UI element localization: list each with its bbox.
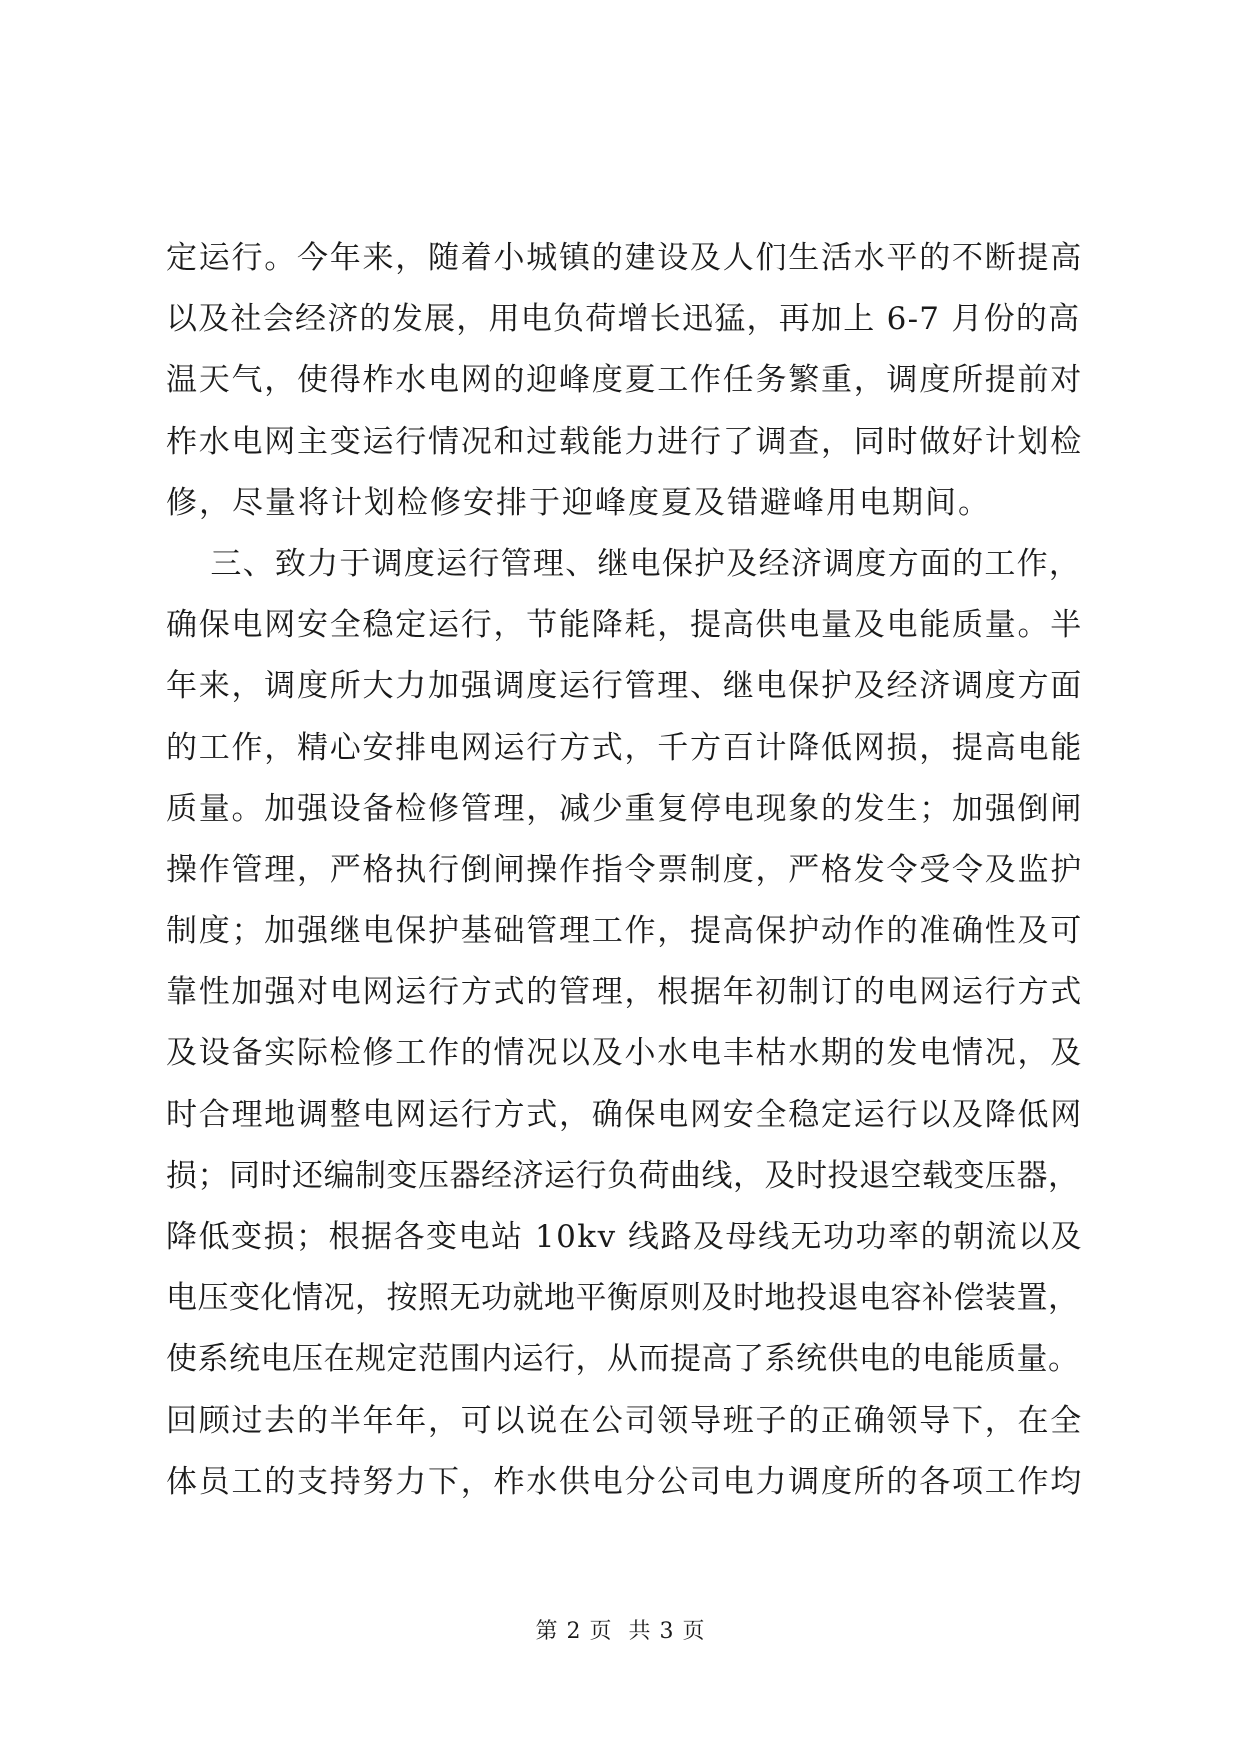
text-line: 年来，调度所大力加强调度运行管理、继电保护及经济调度方面 xyxy=(166,668,1083,705)
text-line: 回顾过去的半年年，可以说在公司领导班子的正确领导下，在全 xyxy=(166,1402,1083,1439)
text-line: 操作管理，严格执行倒闸操作指令票制度，严格发令受令及监护 xyxy=(166,851,1083,888)
text-line: 电压变化情况，按照无功就地平衡原则及时地投退电容补偿装置， xyxy=(166,1280,1080,1317)
text-line: 三、致力于调度运行管理、继电保护及经济调度方面的工作， xyxy=(166,545,1082,582)
page-footer: 第 2 页 共 3 页 xyxy=(535,1619,706,1644)
text-line: 柞水电网主变运行情况和过载能力进行了调查，同时做好计划检 xyxy=(166,423,1083,460)
text-line: 以及社会经济的发展，用电负荷增长迅猛，再加上 6-7 月份的高 xyxy=(166,301,1081,338)
text-line: 及设备实际检修工作的情况以及小水电丰枯水期的发电情况，及 xyxy=(166,1035,1083,1072)
text-line: 制度；加强继电保护基础管理工作，提高保护动作的准确性及可 xyxy=(166,913,1083,950)
text-line: 降低变损；根据各变电站 10kv 线路及母线无功功率的朝流以及 xyxy=(166,1219,1083,1255)
text-line: 质量。加强设备检修管理，减少重复停电现象的发生；加强倒闸 xyxy=(166,790,1083,827)
body-text xyxy=(166,228,1086,1513)
text-line: 体员工的支持努力下，柞水供电分公司电力调度所的各项工作均 xyxy=(166,1463,1083,1500)
text-line: 使系统电压在规定范围内运行，从而提高了系统供电的电能质量。 xyxy=(166,1341,1080,1378)
text-line: 的工作，精心安排电网运行方式，千方百计降低网损，提高电能 xyxy=(166,729,1083,766)
text-line: 温天气，使得柞水电网的迎峰度夏工作任务繁重，调度所提前对 xyxy=(166,362,1083,399)
text-line: 时合理地调整电网运行方式，确保电网安全稳定运行以及降低网 xyxy=(166,1096,1083,1133)
text-line: 定运行。今年来，随着小城镇的建设及人们生活水平的不断提高 xyxy=(166,240,1083,276)
text-line: 修，尽量将计划检修安排于迎峰度夏及错避峰用电期间。 xyxy=(166,484,991,521)
text-line: 损；同时还编制变压器经济运行负荷曲线，及时投退空载变压器， xyxy=(166,1157,1080,1194)
text-line: 确保电网安全稳定运行，节能降耗，提高供电量及电能质量。半 xyxy=(166,607,1083,644)
text-line: 靠性加强对电网运行方式的管理，根据年初制订的电网运行方式 xyxy=(166,974,1083,1011)
